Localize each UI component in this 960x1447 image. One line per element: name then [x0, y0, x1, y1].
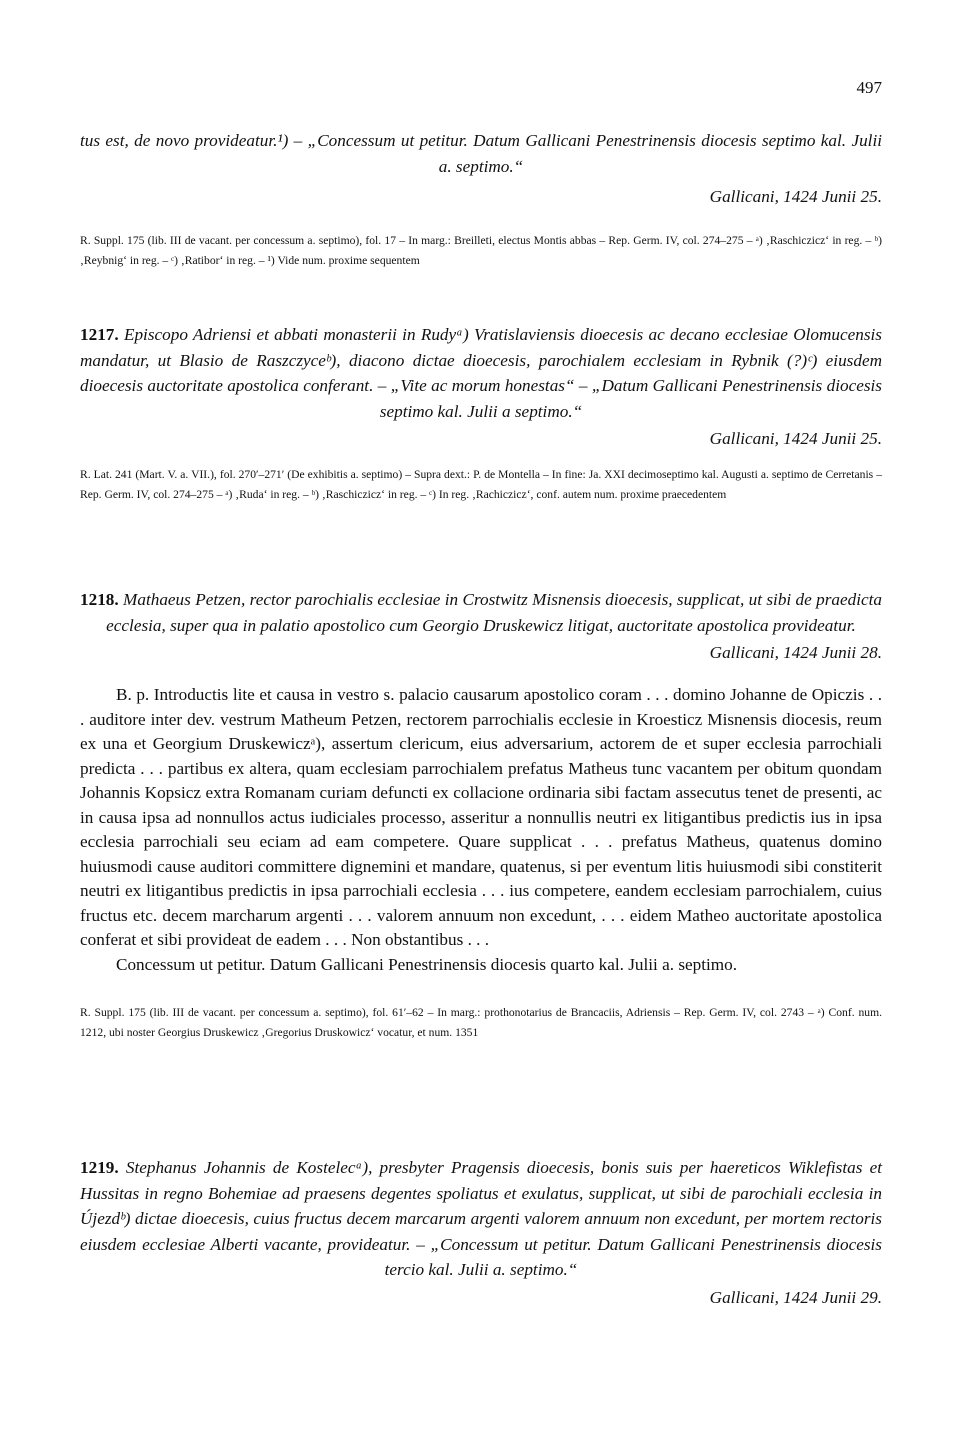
body-paragraph: Concessum ut petitur. Datum Gallicani Penestrinensis diocesis quarto kal. Julii a. septimo.: [116, 954, 738, 974]
entry-number: 1217.: [80, 325, 119, 344]
continuation-notes: R. Suppl. 175 (lib. III de vacant. per concessum a. septimo), fol. 17 – In marg.: Breilleti, electus Montis abbas – Rep. Germ. IV, col. 274–275 – ᵃ) ‚Raschiczicz‘ in reg. – ᵇ) ‚Reybnig‘ in reg. – ᶜ) ‚Ratibor‘ in reg. – ¹) Vide num. proxime sequentem: [80, 234, 882, 267]
entry-dateline: Gallicani, 1424 Junii 28.: [709, 643, 882, 662]
entry-dateline: Gallicani, 1424 Junii 25.: [709, 429, 882, 448]
entry-summary: [80, 587, 882, 638]
continuation-text: tus est, de novo provideatur.¹) – „Concessum ut petitur. Datum Gallicani Penestrinensis diocesis septimo kal. Julii a. septimo.“: [80, 131, 882, 176]
entry-1217: [80, 322, 882, 504]
entry-1219: [80, 1155, 882, 1310]
body-paragraph: B. p. Introductis lite et causa in vestro s. palacio causarum apostolico coram . . . domino Johanne de Opiczis . . . auditore inter dev. vestrum Matheum Petzen, rectorem parrochialis ecclesie in Kroesticz Misnensis diocesis, reum ex una et Georgium Druskewiczᵃ), assertum clericum, eius adversarium, actorem de et super ecclesia parrochiali predicta . . . partibus ex altera, quam ecclesiam parrochialem prefatus Matheus tunc vacantem per obitum quondam Johannis Kopsicz extra Romanam curiam defuncti ex collacione ordinaria sibi factam assecutus tenet de presenti, ac in causa ipsa ad nonnullos actus iudiciales processo, asseritur a nonnullis neutri ex litigantibus predictis ius in ipsa ecclesia parrochiali seu eciam ad eam competere. Quare supplicat . . . prefatus Matheus, quatenus domino huiusmodi cause auditori committere dignemini et mandare, quatenus, si per eventum litis huiusmodi sibi constiterit neutri ex litigantibus predictis in ipsa parrochiali ecclesia . . . ius competere, eandem ecclesiam parrochialem, cuius fructus etc. decem marcharum argenti . . . valorem annuum non excedunt, . . . eidem Matheo auctoritate apostolica conferat et sibi provideat de eadem . . . Non obstantibus . . .: [80, 685, 882, 949]
entry-notes: R. Suppl. 175 (lib. III de vacant. per concessum a. septimo), fol. 61′–62 – In marg.: prothonotarius de Brancaciis, Adriensis – Rep. Germ. IV, col. 2743 – ᵃ) Conf. num. 1212, ubi noster Georgius Druskewicz ‚Gregorius Druskowicz‘ vocatur, et num. 1351: [80, 1006, 882, 1039]
entry-summary-text: Stephanus Johannis de Kostelecᵃ), presbyter Pragensis dioecesis, bonis suis per haereticos Wiklefistas et Hussitas in regno Bohemiae ad praesens degentes spoliatus et exulatus, supplicat, ut sibi de parochiali ecclesia in Újezdᵇ) dictae dioecesis, cuius fructus decem marcarum argenti valorem annuum non excedunt, per mortem rectoris eiusdem ecclesiae Alberti vacante, provideatur. – „Concessum ut petitur. Datum Gallicani Penestrinensis diocesis tercio kal. Julii a. septimo.“: [80, 1158, 883, 1279]
page-number: 497: [856, 78, 882, 97]
entry-summary: [80, 1155, 882, 1283]
entry-summary-text: Episcopo Adriensi et abbati monasterii in Rudyᵃ) Vratislaviensis dioecesis ac decano ecclesiae Olomucensis mandatur, ut Blasio de Raszczyceᵇ), diacono dictae dioecesis, parochialem ecclesiam in Rybnik (?)ᶜ) eiusdem dioecesis auctoritate apostolica conferant. – „Vite ac morum honestas“ – „Datum Gallicani Penestrinensis diocesis septimo kal. Julii a septimo.“: [80, 325, 882, 421]
entry-1218: [80, 587, 882, 1042]
entry-summary-text: Mathaeus Petzen, rector parochialis ecclesiae in Crostwitz Misnensis dioecesis, supplicat, ut sibi de praedicta ecclesia, super qua in palatio apostolico cum Georgio Druskewicz litigat, auctoritate apostolica provideatur.: [106, 590, 883, 635]
entry-body: [80, 683, 882, 977]
entry-number: 1219.: [80, 1158, 119, 1177]
entry-dateline: Gallicani, 1424 Junii 29.: [709, 1287, 882, 1307]
entry-summary: [80, 322, 882, 424]
entry-notes: R. Lat. 241 (Mart. V. a. VII.), fol. 270′–271′ (De exhibitis a. septimo) – Supra dext.: P. de Montella – In fine: Ja. XXI decimoseptimo kal. Augusti a. septimo de Cerretanis – Rep. Germ. IV, col. 274–275 – ᵃ) ‚Ruda‘ in reg. – ᵇ) ‚Raschiczicz‘ in reg. – ᶜ) In reg. ‚Rachiczicz‘, conf. autem num. proxime praecedentem: [80, 468, 882, 501]
continuation-dateline: Gallicani, 1424 Junii 25.: [709, 187, 882, 206]
entry-number: 1218.: [80, 590, 119, 609]
